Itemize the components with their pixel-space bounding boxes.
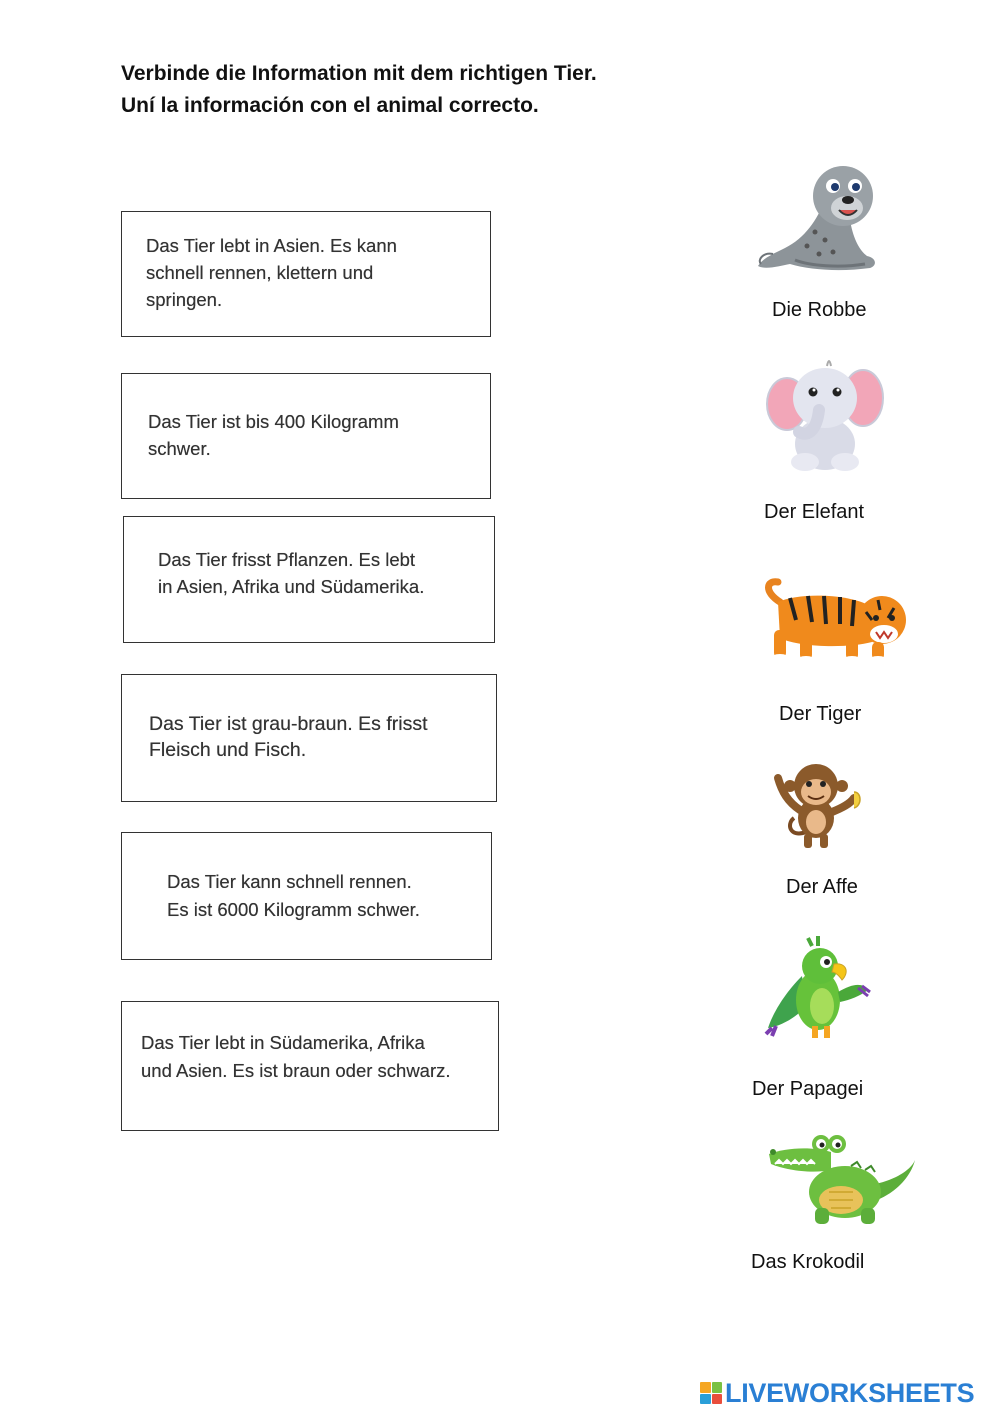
animal-label-elephant: Der Elefant xyxy=(764,501,865,523)
logo-text: LIVEWORKSHEETS xyxy=(725,1377,975,1408)
info-box-4[interactable] xyxy=(121,674,497,802)
info-text-2: Das Tier ist bis 400 Kilogramm schwer. xyxy=(148,411,399,459)
info-box-6[interactable] xyxy=(121,1001,499,1131)
animal-label-parrot: Der Papagei xyxy=(752,1078,864,1100)
monkey-icon[interactable] xyxy=(770,752,870,852)
logo-mark-icon xyxy=(700,1382,722,1404)
parrot-icon[interactable] xyxy=(762,936,874,1042)
info-text-1: Das Tier lebt in Asien. Es kann schnell rennen, klettern und springen. xyxy=(146,235,397,310)
elephant-icon[interactable] xyxy=(765,352,885,476)
info-text-3: Das Tier frisst Pflanzen. Es lebt in Asien, Afrika und Südamerika. xyxy=(158,549,425,597)
crocodile-icon[interactable] xyxy=(765,1130,917,1226)
info-box-5[interactable] xyxy=(121,832,492,960)
info-text-5: Das Tier kann schnell rennen. Es ist 6000 Kilogramm schwer. xyxy=(167,871,420,920)
info-text-4: Das Tier ist grau-braun. Es frisst Fleisch und Fisch. xyxy=(149,713,428,761)
info-box-1[interactable] xyxy=(121,211,491,337)
animal-label-crocodile: Das Krokodil xyxy=(751,1251,865,1273)
tiger-icon[interactable] xyxy=(760,572,910,667)
liveworksheets-logo xyxy=(700,1378,974,1408)
animal-label-tiger: Der Tiger xyxy=(779,703,862,725)
animal-label-seal: Die Robbe xyxy=(772,299,867,321)
info-text-6: Das Tier lebt in Südamerika, Afrika und Asien. Es ist braun oder schwarz. xyxy=(141,1032,451,1081)
instruction-german: Verbinde die Information mit dem richtigen Tier. xyxy=(121,62,597,85)
animal-label-monkey: Der Affe xyxy=(786,876,858,898)
seal-icon[interactable] xyxy=(755,160,880,280)
info-box-2[interactable] xyxy=(121,373,491,499)
instruction-spanish: Uní la información con el animal correcto. xyxy=(121,94,539,117)
info-box-3[interactable] xyxy=(123,516,495,643)
